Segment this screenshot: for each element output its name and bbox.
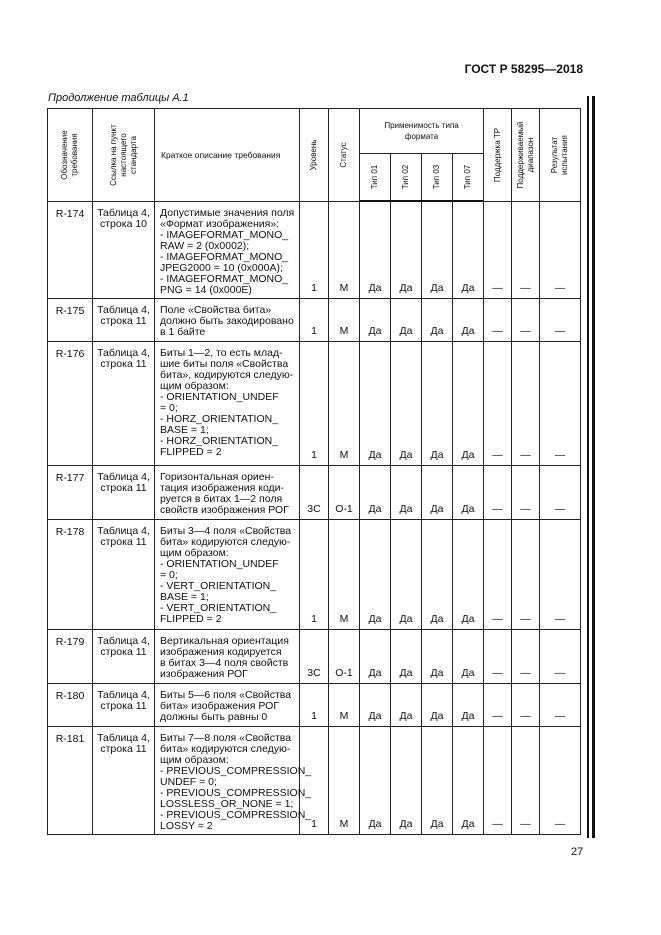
col-header-type-01: Тип 01: [360, 154, 391, 202]
table-row: [48, 341, 581, 465]
type-01-cell: Да: [360, 465, 391, 519]
description-line: изображения кодируется: [160, 645, 282, 658]
type-07-cell: Да: [453, 298, 484, 341]
description-line: Поле «Свойства бита»: [160, 303, 272, 316]
description-line: Биты 3—4 поля «Свойства: [160, 524, 292, 537]
standard-designation: ГОСТ Р 58295—2018: [464, 62, 583, 76]
level-cell: 3С: [300, 629, 329, 683]
description-line: - VERT_ORIENTATION_: [160, 579, 277, 592]
description-line: - IMAGEFORMAT_MONO_: [160, 250, 289, 263]
col-header-level: Уровень: [300, 109, 329, 202]
description-line: - ORIENTATION_UNDEF: [160, 390, 279, 403]
result-cell: —: [540, 629, 581, 683]
requirement-description: [155, 683, 300, 726]
requirement-reference: Таблица 4, строка 10: [93, 201, 155, 298]
type-03-cell: Да: [422, 519, 453, 629]
requirement-id: R-181: [48, 726, 93, 834]
range-cell: —: [512, 341, 540, 465]
requirement-reference: Таблица 4, строка 11: [93, 298, 155, 341]
description-line: щим образом:: [160, 546, 229, 559]
table-row: [48, 629, 581, 683]
status-cell: M: [329, 341, 360, 465]
col-header-desc: Краткое описание требования: [155, 109, 300, 202]
margin-rule-thick: [592, 96, 595, 838]
description-line: - PREVIOUS_COMPRESSION_: [160, 764, 312, 777]
table-row: [48, 683, 581, 726]
type-02-cell: Да: [391, 465, 422, 519]
table-caption: Продолжение таблицы А.1: [48, 92, 189, 104]
description-line: FLIPPED = 2: [160, 445, 222, 458]
tp-support-cell: —: [484, 629, 512, 683]
description-line: - ORIENTATION_UNDEF: [160, 557, 279, 570]
range-cell: —: [512, 201, 540, 298]
type-01-cell: Да: [360, 201, 391, 298]
type-03-cell: Да: [422, 726, 453, 834]
requirement-reference: Таблица 4, строка 11: [93, 519, 155, 629]
description-line: JPEG2000 = 10 (0x000A);: [160, 261, 283, 274]
tp-support-cell: —: [484, 465, 512, 519]
status-cell: M: [329, 683, 360, 726]
status-cell: M: [329, 201, 360, 298]
table-row: [48, 298, 581, 341]
level-cell: 1: [300, 683, 329, 726]
result-cell: —: [540, 298, 581, 341]
requirement-description: [155, 465, 300, 519]
status-cell: О-1: [329, 629, 360, 683]
description-line: бита» кодируются следую-: [160, 535, 291, 548]
description-line: «Формат изображения»:: [160, 217, 280, 230]
type-01-cell: Да: [360, 629, 391, 683]
tp-support-cell: —: [484, 298, 512, 341]
level-cell: 1: [300, 341, 329, 465]
description-line: RAW = 2 (0x0002);: [160, 239, 250, 252]
description-line: - PREVIOUS_COMPRESSION_: [160, 786, 312, 799]
result-cell: —: [540, 201, 581, 298]
type-07-cell: Да: [453, 465, 484, 519]
description-line: должны быть равны 0: [160, 710, 268, 723]
range-cell: —: [512, 726, 540, 834]
tp-support-cell: —: [484, 726, 512, 834]
type-02-cell: Да: [391, 629, 422, 683]
col-header-type-02: Тип 02: [391, 154, 422, 202]
requirement-id: R-175: [48, 298, 93, 341]
table-row: [48, 201, 581, 298]
requirement-id: R-179: [48, 629, 93, 683]
level-cell: 1: [300, 298, 329, 341]
type-03-cell: Да: [422, 298, 453, 341]
requirement-id: R-174: [48, 201, 93, 298]
requirement-description: [155, 726, 312, 834]
description-line: = 0;: [160, 568, 178, 581]
description-line: изображения РОГ: [160, 667, 248, 680]
level-cell: 1: [300, 519, 329, 629]
range-cell: —: [512, 683, 540, 726]
margin-rule-thin: [587, 96, 589, 838]
result-cell: —: [540, 341, 581, 465]
description-line: UNDEF = 0;: [160, 775, 217, 788]
status-cell: M: [329, 519, 360, 629]
type-07-cell: Да: [453, 726, 484, 834]
type-02-cell: Да: [391, 298, 422, 341]
description-line: BASE = 1;: [160, 423, 209, 436]
tp-support-cell: —: [484, 519, 512, 629]
description-line: бита», кодируются следую-: [160, 368, 294, 381]
description-line: бита» изображения РОГ: [160, 699, 280, 712]
requirement-description: [155, 298, 300, 341]
description-line: - IMAGEFORMAT_MONO_: [160, 228, 289, 241]
requirement-reference: Таблица 4, строка 11: [93, 465, 155, 519]
range-cell: —: [512, 298, 540, 341]
type-07-cell: Да: [453, 629, 484, 683]
result-cell: —: [540, 726, 581, 834]
description-line: - HORZ_ORIENTATION_: [160, 412, 279, 425]
description-line: LOSSY = 2: [160, 819, 213, 832]
requirement-reference: Таблица 4, строка 11: [93, 341, 155, 465]
col-header-type-03: Тип 03: [422, 154, 453, 202]
description-line: Биты 1—2, то есть млад-: [160, 346, 283, 359]
requirement-reference: Таблица 4, строка 11: [93, 629, 155, 683]
description-line: шие биты поля «Свойства: [160, 357, 289, 370]
type-02-cell: Да: [391, 519, 422, 629]
result-cell: —: [540, 465, 581, 519]
type-02-cell: Да: [391, 726, 422, 834]
type-02-cell: Да: [391, 683, 422, 726]
requirement-id: R-180: [48, 683, 93, 726]
description-line: руется в битах 1—2 поля: [160, 492, 283, 505]
tp-support-cell: —: [484, 201, 512, 298]
type-02-cell: Да: [391, 201, 422, 298]
type-01-cell: Да: [360, 726, 391, 834]
type-07-cell: Да: [453, 341, 484, 465]
description-line: бита» кодируются следую-: [160, 742, 291, 755]
requirement-description: [155, 519, 300, 629]
page-number: 27: [571, 846, 584, 858]
col-header-applicability: Применимость типа формата: [360, 109, 484, 154]
type-01-cell: Да: [360, 298, 391, 341]
range-cell: —: [512, 629, 540, 683]
requirement-description: [155, 341, 300, 465]
requirement-reference: Таблица 4, строка 11: [93, 726, 155, 834]
col-header-result: Результат испытания: [540, 109, 581, 202]
description-line: Вертикальная ориентация: [160, 634, 289, 647]
description-line: LOSSLESS_OR_NONE = 1;: [160, 797, 294, 810]
description-line: - IMAGEFORMAT_MONO_: [160, 272, 289, 285]
level-cell: 1: [300, 726, 329, 834]
requirement-reference: Таблица 4, строка 11: [93, 683, 155, 726]
type-07-cell: Да: [453, 683, 484, 726]
description-line: - HORZ_ORIENTATION_: [160, 434, 279, 447]
level-cell: 1: [300, 201, 329, 298]
description-line: Биты 7—8 поля «Свойства: [160, 731, 292, 744]
type-03-cell: Да: [422, 629, 453, 683]
type-07-cell: Да: [453, 519, 484, 629]
description-line: щим образом:: [160, 379, 229, 392]
description-line: Допустимые значения поля: [160, 206, 295, 219]
type-02-cell: Да: [391, 341, 422, 465]
description-line: PNG = 14 (0x000E): [160, 283, 252, 296]
description-line: в 1 байте: [160, 325, 206, 338]
description-line: щим образом:: [160, 753, 229, 766]
level-cell: 3С: [300, 465, 329, 519]
tp-support-cell: —: [484, 683, 512, 726]
result-cell: —: [540, 519, 581, 629]
range-cell: —: [512, 465, 540, 519]
type-03-cell: Да: [422, 201, 453, 298]
description-line: FLIPPED = 2: [160, 612, 222, 625]
col-header-id: Обозначение требования: [48, 109, 93, 202]
status-cell: О-1: [329, 465, 360, 519]
type-03-cell: Да: [422, 683, 453, 726]
description-line: Горизонтальная ориен-: [160, 470, 274, 483]
description-line: = 0;: [160, 401, 178, 414]
result-cell: —: [540, 683, 581, 726]
type-03-cell: Да: [422, 465, 453, 519]
col-header-ref: Ссылка на пункт настоящего стандарта: [93, 109, 155, 202]
tp-support-cell: —: [484, 341, 512, 465]
col-header-status: Статус: [329, 109, 360, 202]
type-01-cell: Да: [360, 683, 391, 726]
requirements-table: [47, 108, 581, 835]
requirement-description: [155, 629, 300, 683]
description-line: BASE = 1;: [160, 590, 209, 603]
col-header-type-07: Тип 07: [453, 154, 484, 202]
table-row: [48, 519, 581, 629]
requirement-id: R-178: [48, 519, 93, 629]
requirement-description: [155, 201, 300, 298]
description-line: Биты 5—6 поля «Свойства: [160, 688, 292, 701]
description-line: - PREVIOUS_COMPRESSION_: [160, 808, 312, 821]
table-row: [48, 726, 581, 834]
range-cell: —: [512, 519, 540, 629]
status-cell: M: [329, 726, 360, 834]
description-line: в битах 3—4 поля свойств: [160, 656, 289, 669]
status-cell: M: [329, 298, 360, 341]
col-header-range: Поддерживаемый диапазон: [512, 109, 540, 202]
type-01-cell: Да: [360, 519, 391, 629]
requirement-id: R-176: [48, 341, 93, 465]
type-07-cell: Да: [453, 201, 484, 298]
requirement-id: R-177: [48, 465, 93, 519]
type-01-cell: Да: [360, 341, 391, 465]
type-03-cell: Да: [422, 341, 453, 465]
description-line: - VERT_ORIENTATION_: [160, 601, 277, 614]
description-line: должно быть закодировано: [160, 314, 294, 327]
table-row: [48, 465, 581, 519]
description-line: свойств изображения РОГ: [160, 503, 289, 516]
description-line: тация изображения коди-: [160, 481, 285, 494]
col-header-tp: Поддержка ТР: [484, 109, 512, 202]
